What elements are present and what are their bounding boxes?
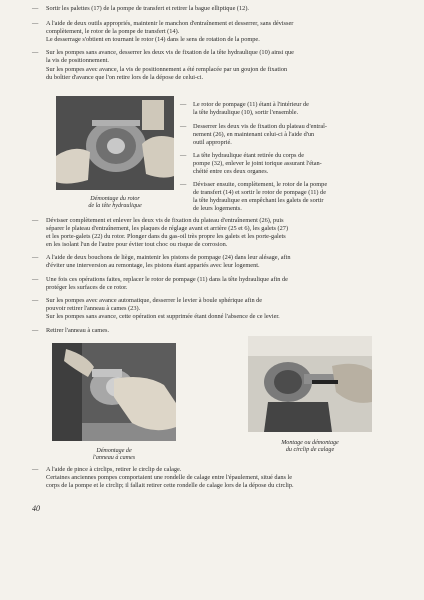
photo-cam-ring-removal-illustration bbox=[52, 343, 176, 441]
caption-line: de la tête hydraulique bbox=[88, 203, 142, 209]
text-line: Sur les pompes avec avance, la vis de positionnement a été remplacée par un goujon de fixation bbox=[46, 66, 288, 73]
text-line: séparer le plateau d'entraînement, les plaques de réglage avant et arrière (25 et 6), les galets (27) bbox=[46, 225, 289, 232]
text-line: la tête hydraulique en empêchant les galets de sortir bbox=[193, 197, 324, 204]
bullet-dash: — bbox=[32, 327, 39, 334]
text-line: d'éviter une interversion au remontage, les pistons étant appariés avec leur logement. bbox=[46, 262, 260, 269]
text-line: Le rotor de pompage (11) étant à l'intérieur de bbox=[193, 101, 309, 108]
bullet-dash: — bbox=[180, 101, 187, 108]
photo-cam-ring-removal bbox=[52, 343, 176, 441]
caption-line: du circlip de calage bbox=[285, 447, 335, 453]
text-line: A l'aide de deux outils appropriés, maintenir le manchon d'entraînement et desserrer, sans dévisser bbox=[46, 20, 294, 27]
page-number: 40 bbox=[32, 504, 40, 513]
text-line: Une fois ces opérations faites, replacer le rotor de pompage (11) dans la tête hydraulique afin de bbox=[46, 276, 288, 283]
text-line: du boîtier d'avance que l'on retire lors de la dépose de celui-ci. bbox=[46, 74, 204, 81]
photo-rotor-removal bbox=[56, 96, 174, 190]
bullet-dash: — bbox=[32, 254, 39, 261]
caption-line: Démontage de bbox=[96, 448, 132, 454]
text-line: chéité entre ces deux organes. bbox=[193, 168, 269, 175]
text-line: Certaines anciennes pompes comportaient une rondelle de calage entre l'épaulement, situé dans le bbox=[46, 474, 293, 481]
text-line: Le desserrage s'obtient en tournant le rotor (14) dans le sens de rotation de la pompe. bbox=[46, 36, 260, 43]
text-line: outil approprié. bbox=[193, 139, 232, 146]
text-line: protéger les surfaces de ce rotor. bbox=[46, 284, 128, 291]
text-line: en les isolant l'un de l'autre pour éviter tout choc ou risque de corrosion. bbox=[46, 241, 228, 248]
photo-circlip bbox=[248, 336, 372, 432]
bullet-dash: — bbox=[32, 217, 39, 224]
bullet-dash: — bbox=[32, 49, 39, 56]
bullet-dash: — bbox=[180, 123, 187, 130]
bullet-dash: — bbox=[32, 297, 39, 304]
text-line: de leurs logements. bbox=[193, 205, 242, 212]
bullet-dash: — bbox=[32, 466, 39, 473]
bullet-dash: — bbox=[180, 152, 187, 159]
text-line: la tête hydraulique (10), sortir l'ensemble. bbox=[193, 109, 299, 116]
bullet-dash: — bbox=[180, 181, 187, 188]
text-line: pouvoir retirer l'anneau à cames (23). bbox=[46, 305, 141, 312]
text-line: Sur les pompes avec avance automatique, desserrer le levier à boule sphérique afin de bbox=[46, 297, 263, 304]
bullet-dash: — bbox=[32, 276, 39, 283]
text-line: nement (26), en maintenant celui-ci à l'aide d'un bbox=[193, 131, 315, 138]
caption-line: Montage ou démontage bbox=[281, 440, 339, 446]
bullet-dash: — bbox=[32, 20, 39, 27]
bullet-dash: — bbox=[32, 5, 39, 12]
text-line: Dévisser ensuite, complètement, le rotor de la pompe bbox=[193, 181, 328, 188]
photo-circlip-illustration bbox=[248, 336, 372, 432]
text-line: complètement, le rotor de la pompe de transfert (14). bbox=[46, 28, 180, 35]
text-line: Desserrer les deux vis de fixation du plateau d'entraî- bbox=[193, 123, 328, 130]
text-line: La tête hydraulique étant retirée du corps de bbox=[193, 152, 305, 159]
text-line: pompe (32), enlever le joint torique assurant l'étan- bbox=[193, 160, 322, 167]
caption-line: Démontage du rotor bbox=[90, 196, 140, 202]
caption-line: l'anneau à cames bbox=[92, 455, 136, 461]
text-line: Sur les pompes sans avance, desserrer les deux vis de fixation de la tête hydraulique (10) ainsi que bbox=[46, 49, 294, 56]
text-line: et les porte-galets (22) du rotor. Plonger dans du gas-oil très propre les galets et les porte-galets bbox=[46, 233, 286, 240]
text-line: de transfert (14) et sortir le rotor de pompage (11) de bbox=[193, 189, 326, 196]
text-line: A l'aide de pince à circlips, retirer le circlip de calage. bbox=[46, 466, 182, 473]
text-line: A l'aide de deux bouchons de liège, maintenir les pistons de pompage (24) dans leur alésage, afin bbox=[46, 254, 291, 261]
text-line: la vis de positionnement. bbox=[46, 57, 109, 64]
photo-rotor-removal-illustration bbox=[56, 96, 174, 190]
text-line: Sortir les palettes (17) de la pompe de transfert et retirer la bague elliptique (12). bbox=[46, 5, 249, 12]
text-line: Retirer l'anneau à cames. bbox=[46, 327, 110, 334]
text-line: Sur les pompes sans avance, cette opération est supprimée étant donné l'absence de ce levier. bbox=[46, 313, 280, 320]
text-line: corps de la pompe et le circlip; il fallait retirer cette rondelle de calage lors de la dépose du circlip. bbox=[46, 482, 294, 489]
text-line: Dévisser complètement et enlever les deux vis de fixation du plateau d'entraînement (26), puis bbox=[46, 217, 284, 224]
